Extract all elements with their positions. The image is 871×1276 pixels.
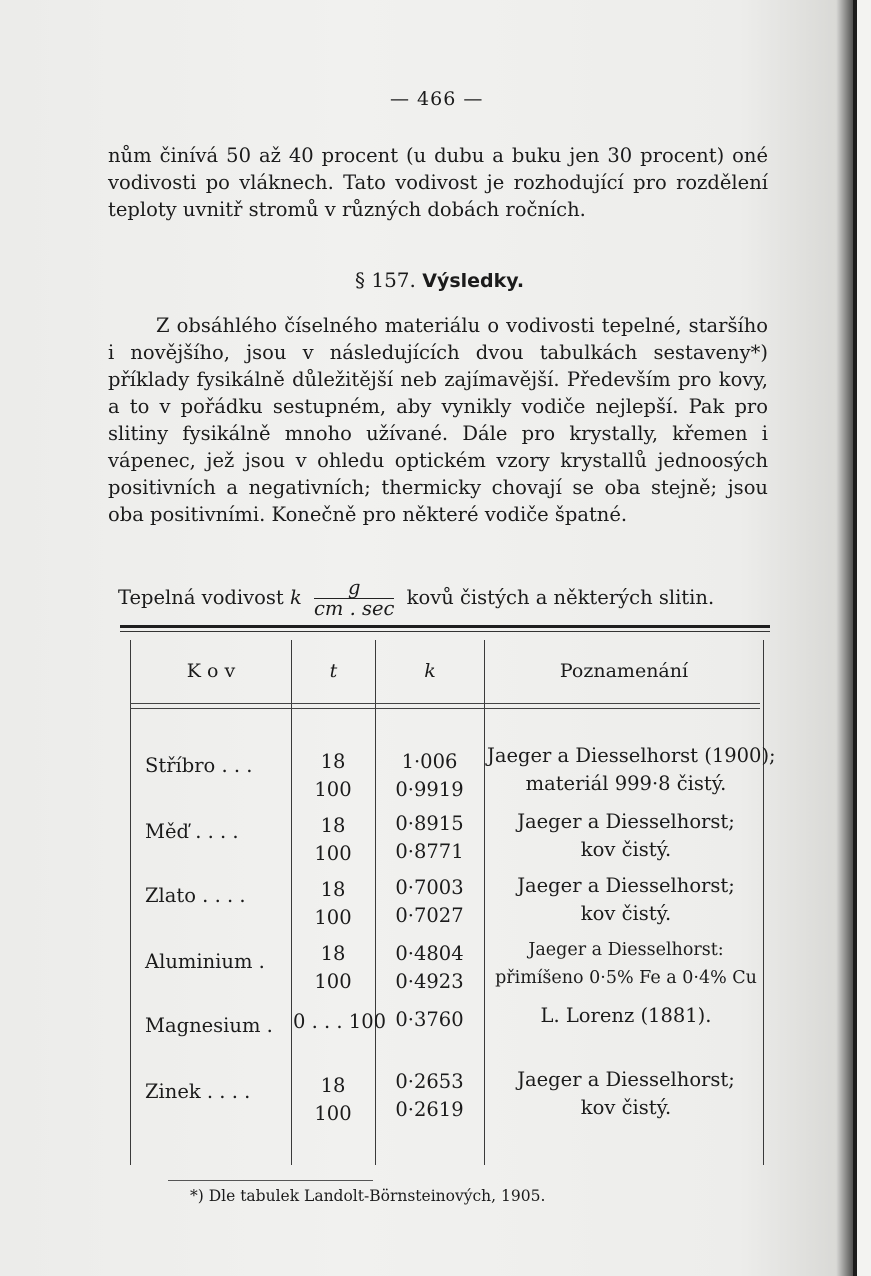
table-row-t: 0 . . . 100: [293, 1010, 387, 1033]
header-note: Poznamenání: [559, 660, 689, 682]
table-row-k: 0·2653 0·2619: [395, 1070, 464, 1121]
body-paragraph: Z obsáhlého číselného materiálu o vodivosti tepelné, staršího i novějšího, jsou v následujících dvou tabulkách sestaveny*) příklady fysikálně důležitější neb zajímavější. Především pro kovy, a to v pořádku sestupném, aby vynikly vodiče nejlepší. Pak pro slitiny fysikálně mnoho užívané. Dále pro krystally, křemen i vápenec, jež jsou v ohledu optickém vzory krystallů jednoosých positivních a negativních; thermicky chovají se oba stejně; jsou oba positivními. Konečně pro některé vodiče špatné.: [108, 314, 768, 526]
header-rule-thin: [130, 708, 760, 709]
table-row-k: 0·3760: [395, 1008, 464, 1031]
table-row-metal: Aluminium .: [145, 950, 265, 973]
table-row-note: L. Lorenz (1881).: [540, 1004, 712, 1027]
footnote-rule: [168, 1180, 373, 1181]
table-row-metal: Magnesium .: [145, 1014, 273, 1037]
table-row-note: Jaeger a Diesselhorst; kov čistý.: [517, 810, 735, 861]
table-row-k: 0·8915 0·8771: [395, 812, 464, 863]
table-row-metal: Zinek . . . .: [145, 1080, 251, 1103]
table-caption: Tepelná vodivost k $\frac{g}{cm . \sec}$ kovů čistých a některých slitin.: [118, 576, 715, 620]
section-number: § 157.: [355, 268, 416, 292]
table-row-note: Jaeger a Diesselhorst; kov čistý.: [517, 1068, 735, 1119]
header-rule: [130, 703, 760, 704]
header-t: t: [329, 660, 338, 682]
table-row-t: 18 100: [314, 814, 352, 865]
table-row-k: 1·006 0·9919: [395, 750, 464, 801]
table-top-rule: [120, 625, 770, 628]
column-divider: [375, 640, 376, 1165]
table-row-k: 0·7003 0·7027: [395, 876, 464, 927]
page-number: — 466 —: [390, 88, 484, 110]
table-row-t: 18 100: [314, 750, 352, 801]
table-row-note: Jaeger a Diesselhorst: přimíšeno 0·5% Fe a 0·4% Cu: [495, 940, 757, 988]
table-row-t: 18 100: [314, 1074, 352, 1125]
footnote: *) Dle tabulek Landolt-Börnsteinových, 1905.: [190, 1187, 546, 1205]
table-row-t: 18 100: [314, 878, 352, 929]
header-k: k: [424, 660, 436, 682]
table-row-metal: Zlato . . . .: [145, 884, 246, 907]
table-border-left: [130, 640, 131, 1165]
table-row-t: 18 100: [314, 942, 352, 993]
unit-fraction: $\frac{g}{cm . \sec}$: [313, 576, 395, 620]
conductivity-symbol: k: [289, 586, 302, 609]
top-paragraph: nům činívá 50 až 40 procent (u dubu a buku jen 30 procent) oné vodivosti po vláknech. Tato vodivost je rozhodující pro rozdělení teploty uvnitř stromů v různých dobách ročních.: [108, 144, 768, 221]
column-divider: [484, 640, 485, 1165]
section-title: Výsledky.: [422, 270, 525, 292]
table-top-rule-thin: [120, 631, 770, 632]
header-metal: K o v: [186, 660, 236, 682]
section-heading: [355, 268, 524, 292]
column-divider: [291, 640, 292, 1165]
table-row-note: Jaeger a Diesselhorst; kov čistý.: [517, 874, 735, 925]
page-edge-strip: [857, 0, 871, 1276]
table-row-note: Jaeger a Diesselhorst (1900); materiál 999·8 čistý.: [487, 744, 776, 795]
table-row-k: 0·4804 0·4923: [395, 942, 464, 993]
table-row-metal: Měď . . . .: [145, 820, 239, 843]
table-row-metal: Stříbro . . .: [145, 754, 253, 777]
